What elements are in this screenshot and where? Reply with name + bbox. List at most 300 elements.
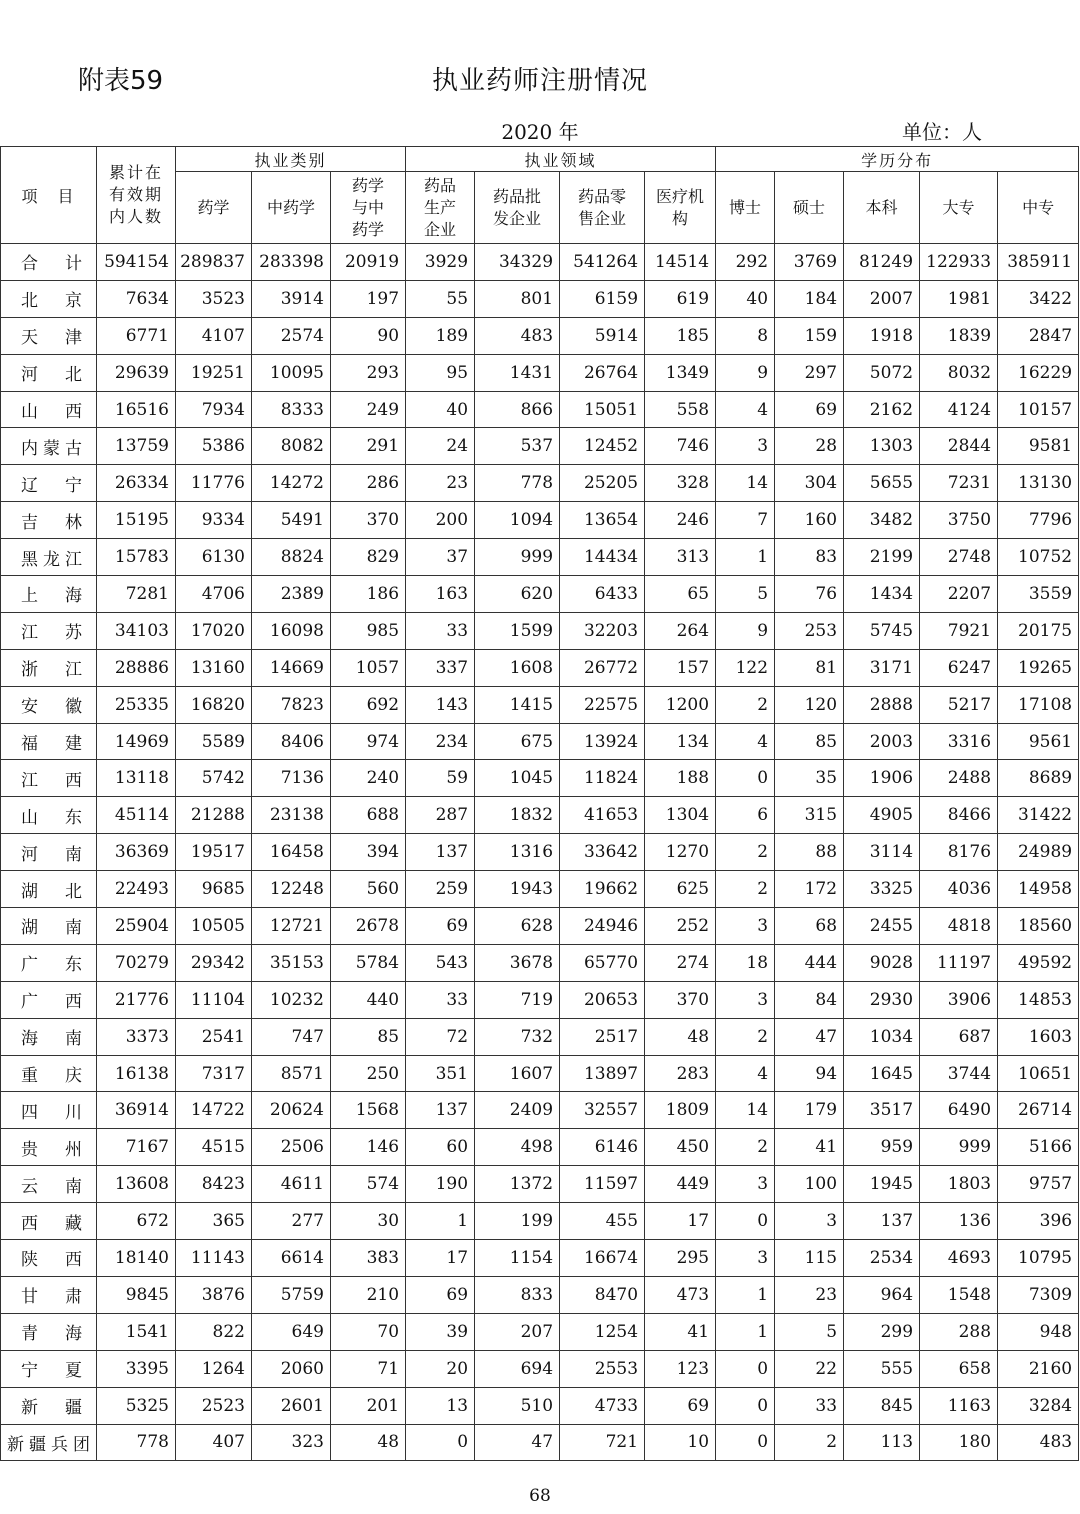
region-name: 甘肃 — [1, 1276, 97, 1313]
table-cell: 558 — [645, 391, 716, 428]
table-cell: 14 — [716, 465, 775, 502]
table-cell: 2888 — [844, 686, 920, 723]
region-name: 浙江 — [1, 649, 97, 686]
pharmacy-column-header: 药学 — [176, 172, 252, 244]
table-cell: 288 — [920, 1313, 998, 1350]
table-cell: 1832 — [475, 797, 560, 834]
table-cell: 747 — [252, 1018, 331, 1055]
table-cell: 1 — [716, 1276, 775, 1313]
table-row — [1, 723, 1079, 760]
table-cell: 4706 — [176, 576, 252, 613]
table-cell: 9757 — [998, 1166, 1079, 1203]
table-cell: 866 — [475, 391, 560, 428]
table-cell: 6614 — [252, 1240, 331, 1277]
table-cell: 407 — [176, 1424, 252, 1461]
table-cell: 19662 — [560, 871, 645, 908]
table-cell: 498 — [475, 1129, 560, 1166]
master-column-header: 硕士 — [775, 172, 844, 244]
table-cell: 35 — [775, 760, 844, 797]
table-cell: 3 — [716, 1240, 775, 1277]
table-row — [1, 797, 1079, 834]
drug-production-column-header: 药品 生产 企业 — [406, 172, 475, 244]
table-cell: 18560 — [998, 908, 1079, 945]
table-cell: 5325 — [97, 1387, 176, 1424]
table-row — [1, 354, 1079, 391]
table-cell: 65 — [645, 576, 716, 613]
table-cell: 286 — [331, 465, 406, 502]
table-cell: 1200 — [645, 686, 716, 723]
table-cell: 246 — [645, 502, 716, 539]
table-cell: 6247 — [920, 649, 998, 686]
table-cell: 85 — [775, 723, 844, 760]
table-cell: 1270 — [645, 834, 716, 871]
table-cell: 10752 — [998, 539, 1079, 576]
table-cell: 40 — [406, 391, 475, 428]
table-cell: 2748 — [920, 539, 998, 576]
table-cell: 3395 — [97, 1350, 176, 1387]
table-cell: 47 — [775, 1018, 844, 1055]
table-cell: 8466 — [920, 797, 998, 834]
page-number: 68 — [529, 1486, 551, 1506]
table-cell: 283 — [645, 1055, 716, 1092]
table-row — [1, 1055, 1079, 1092]
table-cell: 3 — [716, 1166, 775, 1203]
table-cell: 12452 — [560, 428, 645, 465]
table-cell: 313 — [645, 539, 716, 576]
table-cell: 444 — [775, 944, 844, 981]
table-cell: 721 — [560, 1424, 645, 1461]
table-cell: 3316 — [920, 723, 998, 760]
region-name: 湖北 — [1, 871, 97, 908]
table-row — [1, 686, 1079, 723]
table-cell: 134 — [645, 723, 716, 760]
table-row — [1, 1203, 1079, 1240]
table-cell: 1303 — [844, 428, 920, 465]
table-cell: 19251 — [176, 354, 252, 391]
table-cell: 16674 — [560, 1240, 645, 1277]
region-name: 天津 — [1, 317, 97, 354]
table-cell: 55 — [406, 280, 475, 317]
table-cell: 65770 — [560, 944, 645, 981]
table-cell: 8406 — [252, 723, 331, 760]
table-cell: 159 — [775, 317, 844, 354]
table-cell: 33 — [406, 981, 475, 1018]
table-row — [1, 280, 1079, 317]
table-cell: 6159 — [560, 280, 645, 317]
table-cell: 692 — [331, 686, 406, 723]
table-cell: 26714 — [998, 1092, 1079, 1129]
table-cell: 5745 — [844, 612, 920, 649]
table-cell: 4 — [716, 723, 775, 760]
table-cell: 1945 — [844, 1166, 920, 1203]
table-cell: 259 — [406, 871, 475, 908]
region-name: 宁夏 — [1, 1350, 97, 1387]
both-column-header: 药学 与中 药学 — [331, 172, 406, 244]
table-cell: 1809 — [645, 1092, 716, 1129]
table-cell: 1057 — [331, 649, 406, 686]
table-cell: 21776 — [97, 981, 176, 1018]
table-cell: 2389 — [252, 576, 331, 613]
table-cell: 974 — [331, 723, 406, 760]
table-cell: 1607 — [475, 1055, 560, 1092]
table-cell: 383 — [331, 1240, 406, 1277]
table-cell: 24946 — [560, 908, 645, 945]
table-cell: 1599 — [475, 612, 560, 649]
table-row — [1, 1424, 1079, 1461]
table-cell: 2060 — [252, 1350, 331, 1387]
table-cell: 72 — [406, 1018, 475, 1055]
region-name: 北京 — [1, 280, 97, 317]
table-cell: 2003 — [844, 723, 920, 760]
table-cell: 1 — [406, 1203, 475, 1240]
table-row — [1, 391, 1079, 428]
table-cell: 14434 — [560, 539, 645, 576]
table-cell: 188 — [645, 760, 716, 797]
table-cell: 13160 — [176, 649, 252, 686]
table-cell: 299 — [844, 1313, 920, 1350]
table-cell: 1372 — [475, 1166, 560, 1203]
table-cell: 4693 — [920, 1240, 998, 1277]
drug-wholesale-column-header: 药品批 发企业 — [475, 172, 560, 244]
table-cell: 2844 — [920, 428, 998, 465]
table-cell: 8333 — [252, 391, 331, 428]
table-cell: 4 — [716, 391, 775, 428]
table-cell: 28 — [775, 428, 844, 465]
table-cell: 70 — [331, 1313, 406, 1350]
table-cell: 1981 — [920, 280, 998, 317]
table-cell: 1918 — [844, 317, 920, 354]
table-cell: 4124 — [920, 391, 998, 428]
table-cell: 5166 — [998, 1129, 1079, 1166]
table-cell: 34329 — [475, 244, 560, 281]
table-cell: 541264 — [560, 244, 645, 281]
table-cell: 113 — [844, 1424, 920, 1461]
table-cell: 8423 — [176, 1166, 252, 1203]
table-cell: 20175 — [998, 612, 1079, 649]
table-cell: 1154 — [475, 1240, 560, 1277]
table-cell: 778 — [97, 1424, 176, 1461]
region-name: 江西 — [1, 760, 97, 797]
table-cell: 39 — [406, 1313, 475, 1350]
table-cell: 2553 — [560, 1350, 645, 1387]
table-cell: 21288 — [176, 797, 252, 834]
table-cell: 293 — [331, 354, 406, 391]
practice-type-group-header: 执业类别 — [176, 147, 406, 172]
table-cell: 8082 — [252, 428, 331, 465]
table-cell: 137 — [406, 834, 475, 871]
table-cell: 81 — [775, 649, 844, 686]
table-cell: 13 — [406, 1387, 475, 1424]
table-cell: 5 — [775, 1313, 844, 1350]
table-cell: 1548 — [920, 1276, 998, 1313]
table-cell: 3769 — [775, 244, 844, 281]
table-cell: 370 — [645, 981, 716, 1018]
table-cell: 48 — [645, 1018, 716, 1055]
table-cell: 3914 — [252, 280, 331, 317]
table-cell: 2541 — [176, 1018, 252, 1055]
table-cell: 4905 — [844, 797, 920, 834]
table-cell: 9581 — [998, 428, 1079, 465]
table-cell: 2 — [716, 871, 775, 908]
table-cell: 11143 — [176, 1240, 252, 1277]
table-cell: 8689 — [998, 760, 1079, 797]
table-cell: 1254 — [560, 1313, 645, 1350]
table-cell: 9561 — [998, 723, 1079, 760]
unit-label: 单位：人 — [902, 120, 982, 144]
table-cell: 7136 — [252, 760, 331, 797]
table-cell: 5072 — [844, 354, 920, 391]
table-cell: 88 — [775, 834, 844, 871]
table-cell: 4107 — [176, 317, 252, 354]
region-name: 广西 — [1, 981, 97, 1018]
table-cell: 3559 — [998, 576, 1079, 613]
table-cell: 253 — [775, 612, 844, 649]
table-cell: 48 — [331, 1424, 406, 1461]
table-cell: 12721 — [252, 908, 331, 945]
table-cell: 1415 — [475, 686, 560, 723]
table-cell: 19517 — [176, 834, 252, 871]
table-cell: 483 — [998, 1424, 1079, 1461]
table-cell: 10 — [645, 1424, 716, 1461]
table-cell: 1034 — [844, 1018, 920, 1055]
table-cell: 543 — [406, 944, 475, 981]
region-name: 上海 — [1, 576, 97, 613]
region-name: 山东 — [1, 797, 97, 834]
table-cell: 1608 — [475, 649, 560, 686]
table-cell: 394 — [331, 834, 406, 871]
table-cell: 15783 — [97, 539, 176, 576]
table-cell: 2534 — [844, 1240, 920, 1277]
table-cell: 1943 — [475, 871, 560, 908]
table-cell: 18140 — [97, 1240, 176, 1277]
table-cell: 985 — [331, 612, 406, 649]
table-cell: 29342 — [176, 944, 252, 981]
table-cell: 5759 — [252, 1276, 331, 1313]
table-cell: 1 — [716, 539, 775, 576]
table-cell: 13118 — [97, 760, 176, 797]
table-cell: 778 — [475, 465, 560, 502]
table-cell: 71 — [331, 1350, 406, 1387]
table-cell: 184 — [775, 280, 844, 317]
region-name: 西藏 — [1, 1203, 97, 1240]
table-cell: 10505 — [176, 908, 252, 945]
table-cell: 2 — [716, 686, 775, 723]
table-cell: 4515 — [176, 1129, 252, 1166]
table-cell: 2455 — [844, 908, 920, 945]
table-cell: 5 — [716, 576, 775, 613]
table-title: 执业药师注册情况 — [431, 66, 648, 96]
table-cell: 249 — [331, 391, 406, 428]
table-cell: 628 — [475, 908, 560, 945]
region-name: 重庆 — [1, 1055, 97, 1092]
table-cell: 10651 — [998, 1055, 1079, 1092]
table-row — [1, 612, 1079, 649]
table-cell: 24 — [406, 428, 475, 465]
table-cell: 76 — [775, 576, 844, 613]
table-cell: 560 — [331, 871, 406, 908]
table-cell: 13759 — [97, 428, 176, 465]
table-cell: 9845 — [97, 1276, 176, 1313]
table-cell: 297 — [775, 354, 844, 391]
table-cell: 31422 — [998, 797, 1079, 834]
table-cell: 7281 — [97, 576, 176, 613]
table-cell: 1541 — [97, 1313, 176, 1350]
table-cell: 594154 — [97, 244, 176, 281]
table-cell: 1568 — [331, 1092, 406, 1129]
table-cell: 3876 — [176, 1276, 252, 1313]
table-cell: 23 — [406, 465, 475, 502]
table-cell: 17 — [406, 1240, 475, 1277]
table-cell: 14853 — [998, 981, 1079, 1018]
table-cell: 17 — [645, 1203, 716, 1240]
table-cell: 25335 — [97, 686, 176, 723]
table-cell: 1645 — [844, 1055, 920, 1092]
table-row — [1, 1350, 1079, 1387]
table-cell: 672 — [97, 1203, 176, 1240]
table-cell: 0 — [716, 760, 775, 797]
table-cell: 13654 — [560, 502, 645, 539]
table-cell: 3906 — [920, 981, 998, 1018]
education-group-header: 学历分布 — [716, 147, 1079, 172]
table-cell: 180 — [920, 1424, 998, 1461]
table-cell: 7 — [716, 502, 775, 539]
table-cell: 9685 — [176, 871, 252, 908]
table-row — [1, 944, 1079, 981]
table-cell: 69 — [406, 1276, 475, 1313]
table-cell: 483 — [475, 317, 560, 354]
table-cell: 13608 — [97, 1166, 176, 1203]
table-cell: 2 — [716, 834, 775, 871]
table-cell: 7167 — [97, 1129, 176, 1166]
table-cell: 625 — [645, 871, 716, 908]
table-cell: 8 — [716, 317, 775, 354]
table-cell: 20 — [406, 1350, 475, 1387]
table-cell: 5217 — [920, 686, 998, 723]
region-name: 四川 — [1, 1092, 97, 1129]
table-cell: 179 — [775, 1092, 844, 1129]
table-cell: 11597 — [560, 1166, 645, 1203]
table-cell: 190 — [406, 1166, 475, 1203]
table-cell: 440 — [331, 981, 406, 1018]
table-cell: 2678 — [331, 908, 406, 945]
table-cell: 59 — [406, 760, 475, 797]
college-column-header: 大专 — [920, 172, 998, 244]
region-name: 辽宁 — [1, 465, 97, 502]
table-row — [1, 1129, 1079, 1166]
medical-institution-column-header: 医疗机 构 — [645, 172, 716, 244]
table-cell: 36914 — [97, 1092, 176, 1129]
table-cell: 16229 — [998, 354, 1079, 391]
table-cell: 240 — [331, 760, 406, 797]
table-cell: 6771 — [97, 317, 176, 354]
table-cell: 12248 — [252, 871, 331, 908]
table-cell: 845 — [844, 1387, 920, 1424]
table-cell: 15195 — [97, 502, 176, 539]
table-cell: 201 — [331, 1387, 406, 1424]
table-cell: 136 — [920, 1203, 998, 1240]
table-cell: 15051 — [560, 391, 645, 428]
table-cell: 69 — [775, 391, 844, 428]
table-cell: 4611 — [252, 1166, 331, 1203]
table-cell: 2 — [775, 1424, 844, 1461]
table-cell: 5742 — [176, 760, 252, 797]
table-cell: 33 — [775, 1387, 844, 1424]
table-cell: 11824 — [560, 760, 645, 797]
table-cell: 197 — [331, 280, 406, 317]
table-cell: 14272 — [252, 465, 331, 502]
table-cell: 6130 — [176, 539, 252, 576]
table-cell: 49592 — [998, 944, 1079, 981]
table-cell: 687 — [920, 1018, 998, 1055]
table-cell: 2199 — [844, 539, 920, 576]
table-cell: 291 — [331, 428, 406, 465]
region-name: 陕西 — [1, 1240, 97, 1277]
table-cell: 1434 — [844, 576, 920, 613]
table-cell: 277 — [252, 1203, 331, 1240]
table-cell: 16820 — [176, 686, 252, 723]
table-cell: 1045 — [475, 760, 560, 797]
table-cell: 1316 — [475, 834, 560, 871]
table-cell: 2162 — [844, 391, 920, 428]
table-row — [1, 1092, 1079, 1129]
table-cell: 137 — [844, 1203, 920, 1240]
table-cell: 948 — [998, 1313, 1079, 1350]
table-row — [1, 428, 1079, 465]
table-cell: 90 — [331, 317, 406, 354]
table-cell: 11197 — [920, 944, 998, 981]
doctor-column-header: 博士 — [716, 172, 775, 244]
table-cell: 41 — [645, 1313, 716, 1350]
year-label: 2020 年 — [501, 120, 579, 144]
table-cell: 2007 — [844, 280, 920, 317]
table-cell: 2207 — [920, 576, 998, 613]
region-name: 合计 — [1, 244, 97, 281]
table-cell: 33642 — [560, 834, 645, 871]
region-name: 海南 — [1, 1018, 97, 1055]
table-cell: 250 — [331, 1055, 406, 1092]
table-cell: 122 — [716, 649, 775, 686]
table-cell: 16516 — [97, 391, 176, 428]
table-cell: 1839 — [920, 317, 998, 354]
table-row — [1, 1387, 1079, 1424]
table-cell: 95 — [406, 354, 475, 391]
table-cell: 36369 — [97, 834, 176, 871]
practice-field-group-header: 执业领域 — [406, 147, 716, 172]
table-cell: 7317 — [176, 1055, 252, 1092]
table-cell: 3929 — [406, 244, 475, 281]
table-cell: 3422 — [998, 280, 1079, 317]
tcm-pharmacy-column-header: 中药学 — [252, 172, 331, 244]
table-cell: 20624 — [252, 1092, 331, 1129]
table-row — [1, 760, 1079, 797]
table-cell: 7934 — [176, 391, 252, 428]
table-cell: 14514 — [645, 244, 716, 281]
table-cell: 370 — [331, 502, 406, 539]
table-row — [1, 834, 1079, 871]
table-cell: 450 — [645, 1129, 716, 1166]
table-cell: 8571 — [252, 1055, 331, 1092]
table-cell: 365 — [176, 1203, 252, 1240]
table-cell: 146 — [331, 1129, 406, 1166]
table-cell: 29639 — [97, 354, 176, 391]
table-cell: 694 — [475, 1350, 560, 1387]
table-cell: 1304 — [645, 797, 716, 834]
region-name: 福建 — [1, 723, 97, 760]
table-cell: 6433 — [560, 576, 645, 613]
pharmacist-registration-table — [0, 146, 1079, 1461]
region-name: 广东 — [1, 944, 97, 981]
table-row — [1, 1018, 1079, 1055]
